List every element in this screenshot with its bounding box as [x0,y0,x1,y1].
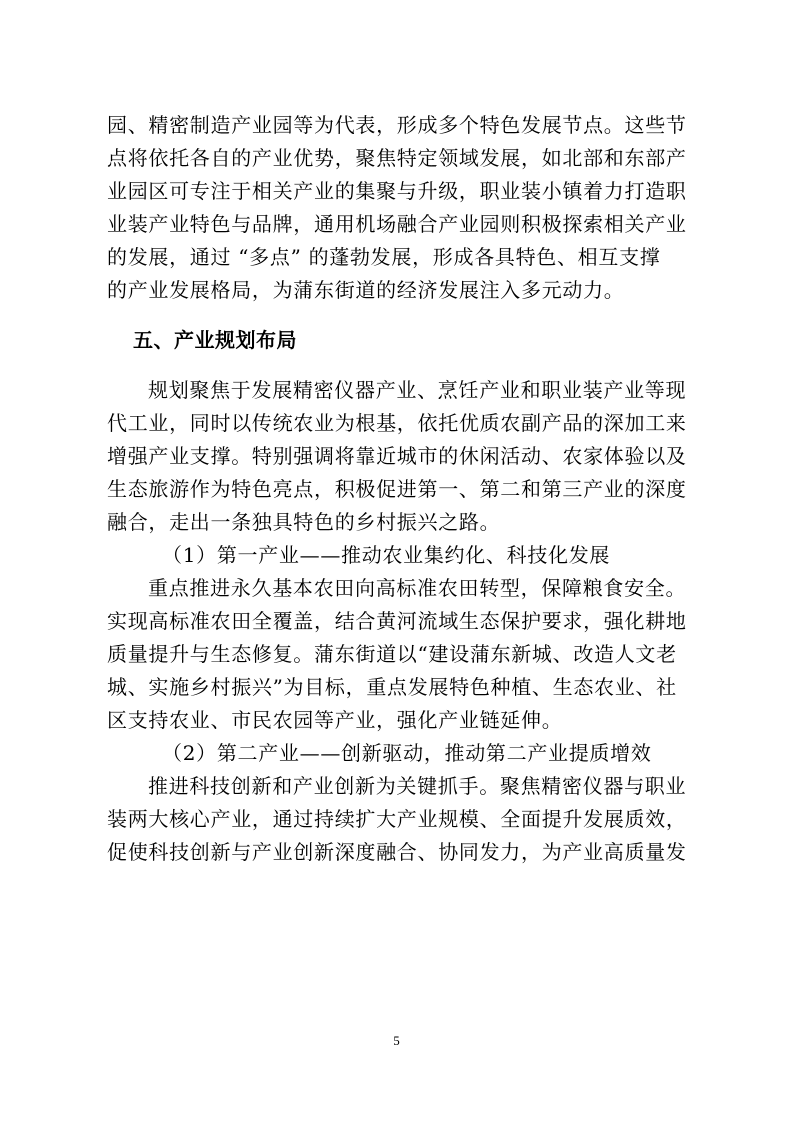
subsection-heading: （2）第二产业——创新驱动，推动第二产业提质增效 [162,741,652,765]
paragraph-line: 促使科技创新与产业创新深度融合、协同发力，为产业高质量发 [107,840,687,864]
paragraph-line: 装两大核心产业，通过持续扩大产业规模、全面提升发展质效， [107,807,687,831]
subsection-heading: （1）第一产业——推动农业集约化、科技化发展 [162,543,611,567]
paragraph-line: 规划聚焦于发展精密仪器产业、烹饪产业和职业装产业等现 [148,378,687,402]
paragraph-line: 重点推进永久基本农田向高标准农田转型，保障粮食安全。 [148,576,687,600]
paragraph-line: 代工业，同时以传统农业为根基，依托优质农副产品的深加工来 [107,411,687,435]
paragraph-line: 增强产业支撑。特别强调将靠近城市的休闲活动、农家体验以及 [107,444,687,468]
paragraph-line: 业园区可专注于相关产业的集聚与升级，职业装小镇着力打造职 [107,179,687,203]
page-number: 5 [393,1033,400,1048]
paragraph-line: 区支持农业、市民农园等产业，强化产业链延伸。 [107,708,563,732]
paragraph-line: 的产业发展格局，为蒲东街道的经济发展注入多元动力。 [107,278,625,302]
paragraph-line: 融合，走出一条独具特色的乡村振兴之路。 [107,510,501,534]
section-heading: 五、产业规划布局 [133,328,297,352]
paragraph-line: 质量提升与生态修复。蒲东街道以“建设蒲东新城、改造人文老 [107,642,677,666]
paragraph-line: 点将依托各自的产业优势，聚焦特定领域发展，如北部和东部产 [107,146,687,170]
paragraph-line: 生态旅游作为特色亮点，积极促进第一、第二和第三产业的深度 [107,477,687,501]
paragraph-line: 城、实施乡村振兴”为目标，重点发展特色种植、生态农业、社 [107,675,677,699]
paragraph-line: 推进科技创新和产业创新为关键抓手。聚焦精密仪器与职业 [148,774,687,798]
paragraph-line: 园、精密制造产业园等为代表，形成多个特色发展节点。这些节 [107,113,687,137]
paragraph-line: 的发展，通过 “多点” 的蓬勃发展，形成各具特色、相互支撑 [107,245,661,269]
paragraph-line: 实现高标准农田全覆盖，结合黄河流域生态保护要求，强化耕地 [107,609,687,633]
paragraph-line: 业装产业特色与品牌，通用机场融合产业园则积极探索相关产业 [107,212,687,236]
